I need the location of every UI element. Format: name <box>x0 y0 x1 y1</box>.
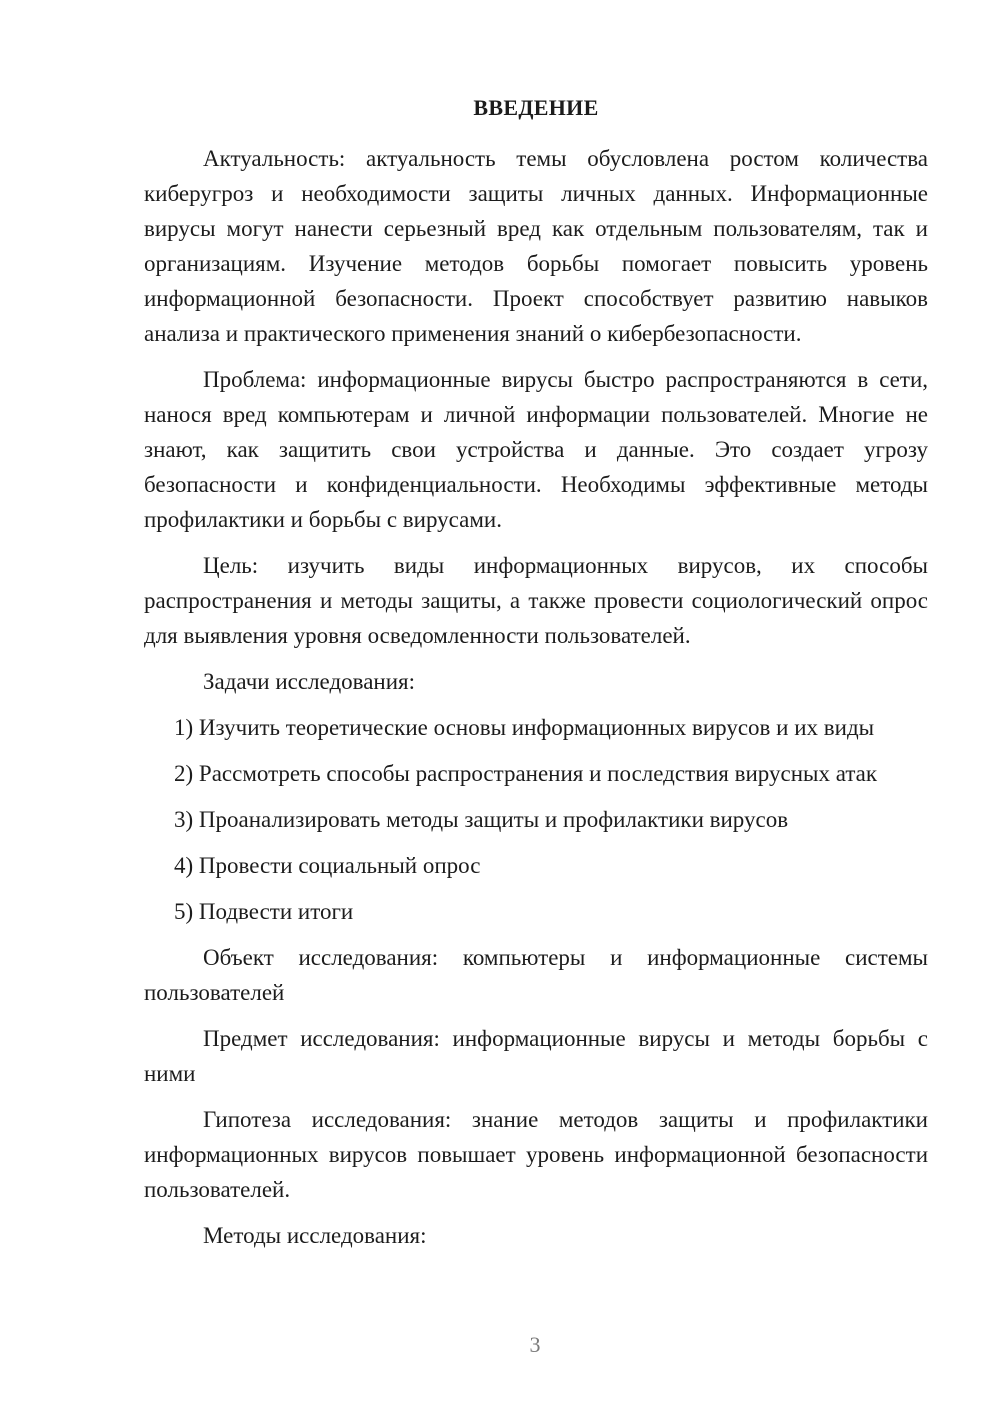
task-item: 1) Изучить теоретические основы информационных вирусов и их виды <box>174 715 875 740</box>
subject-paragraph: Предмет исследования: информационные вирусы и методы борьбы с ними <box>144 1026 928 1086</box>
tasks-heading: Задачи исследования: <box>203 669 416 694</box>
goal-paragraph: Цель: изучить виды информационных вирусов, их способы распространения и методы защиты, а также провести социологический опрос для выявления уровня осведомленности пользователей. <box>144 553 928 648</box>
task-item: 2) Рассмотреть способы распространения и последствия вирусных атак <box>174 761 878 786</box>
page-content <box>144 92 928 1264</box>
task-item: 5) Подвести итоги <box>174 899 354 924</box>
task-item: 3) Проанализировать методы защиты и профилактики вирусов <box>174 807 789 832</box>
page-number: 3 <box>529 1332 541 1357</box>
section-title: ВВЕДЕНИЕ <box>473 95 599 120</box>
task-item: 4) Провести социальный опрос <box>174 853 481 878</box>
problem-paragraph: Проблема: информационные вирусы быстро распространяются в сети, нанося вред компьютерам и личной информации пользователей. Многие не знают, как защитить свои устройства и данные. Это создает угрозу безопасности и конфиденциальности. Необходимы эффективные методы профилактики и борьбы с вирусами. <box>144 367 928 532</box>
relevance-paragraph: Актуальность: актуальность темы обусловлена ростом количества киберугроз и необходимости защиты личных данных. Информационные вирусы могут нанести серьезный вред как отдельным пользователям, так и организациям. Изучение методов борьбы помогает повысить уровень информационной безопасности. Проект способствует развитию навыков анализа и практического применения знаний о кибербезопасности. <box>144 146 928 346</box>
methods-heading: Методы исследования: <box>203 1223 427 1248</box>
hypothesis-paragraph: Гипотеза исследования: знание методов защиты и профилактики информационных вирусов повышает уровень информационной безопасности пользователей. <box>144 1107 928 1202</box>
object-paragraph: Объект исследования: компьютеры и информационные системы пользователей <box>144 945 928 1005</box>
tasks-list <box>144 710 928 929</box>
